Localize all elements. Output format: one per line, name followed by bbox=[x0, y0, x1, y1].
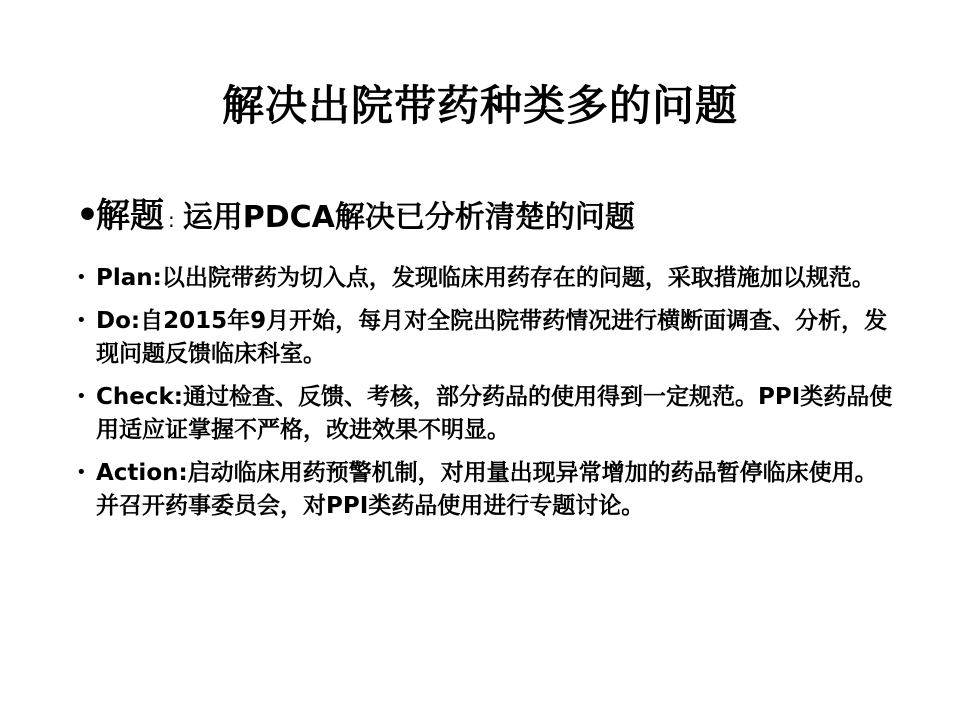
slide-content bbox=[76, 196, 906, 523]
slide-title: 解决出院带药种类多的问题 bbox=[221, 81, 738, 130]
main-bullet-colon: : bbox=[168, 208, 175, 232]
bullet-marker: • bbox=[76, 195, 100, 236]
main-bullet-keyword: 解题 bbox=[96, 196, 164, 236]
list-item-text: Plan:以出院带药为切入点，发现临床用药存在的问题，采取措施加以规范。 bbox=[96, 265, 875, 291]
main-bullet bbox=[76, 196, 906, 254]
list-item-text: Action:启动临床用药预警机制，对用量出现异常增加的药品暂停临床使用。并召开药事委员会，对PPI类药品使用进行专题讨论。 bbox=[96, 460, 878, 519]
bullet-marker: • bbox=[76, 462, 87, 483]
list-item-plan bbox=[76, 262, 906, 295]
list-item-check bbox=[76, 381, 906, 447]
bullet-marker: • bbox=[76, 386, 87, 407]
list-item-text: Do:自2015年9月开始，每月对全院出院带药情况进行横断面调查、分析，发现问题反馈临床科室。 bbox=[96, 308, 888, 367]
list-item-do bbox=[76, 305, 906, 371]
list-item-text: Check:通过检查、反馈、考核，部分药品的使用得到一定规范。PPI类药品使用适应证掌握不严格，改进效果不明显。 bbox=[96, 384, 893, 443]
bullet-marker: • bbox=[76, 267, 87, 288]
list-item-action bbox=[76, 457, 906, 523]
bullet-marker: • bbox=[76, 310, 87, 331]
main-bullet-text: 运用PDCA解决已分析清楚的问题 bbox=[182, 200, 635, 235]
